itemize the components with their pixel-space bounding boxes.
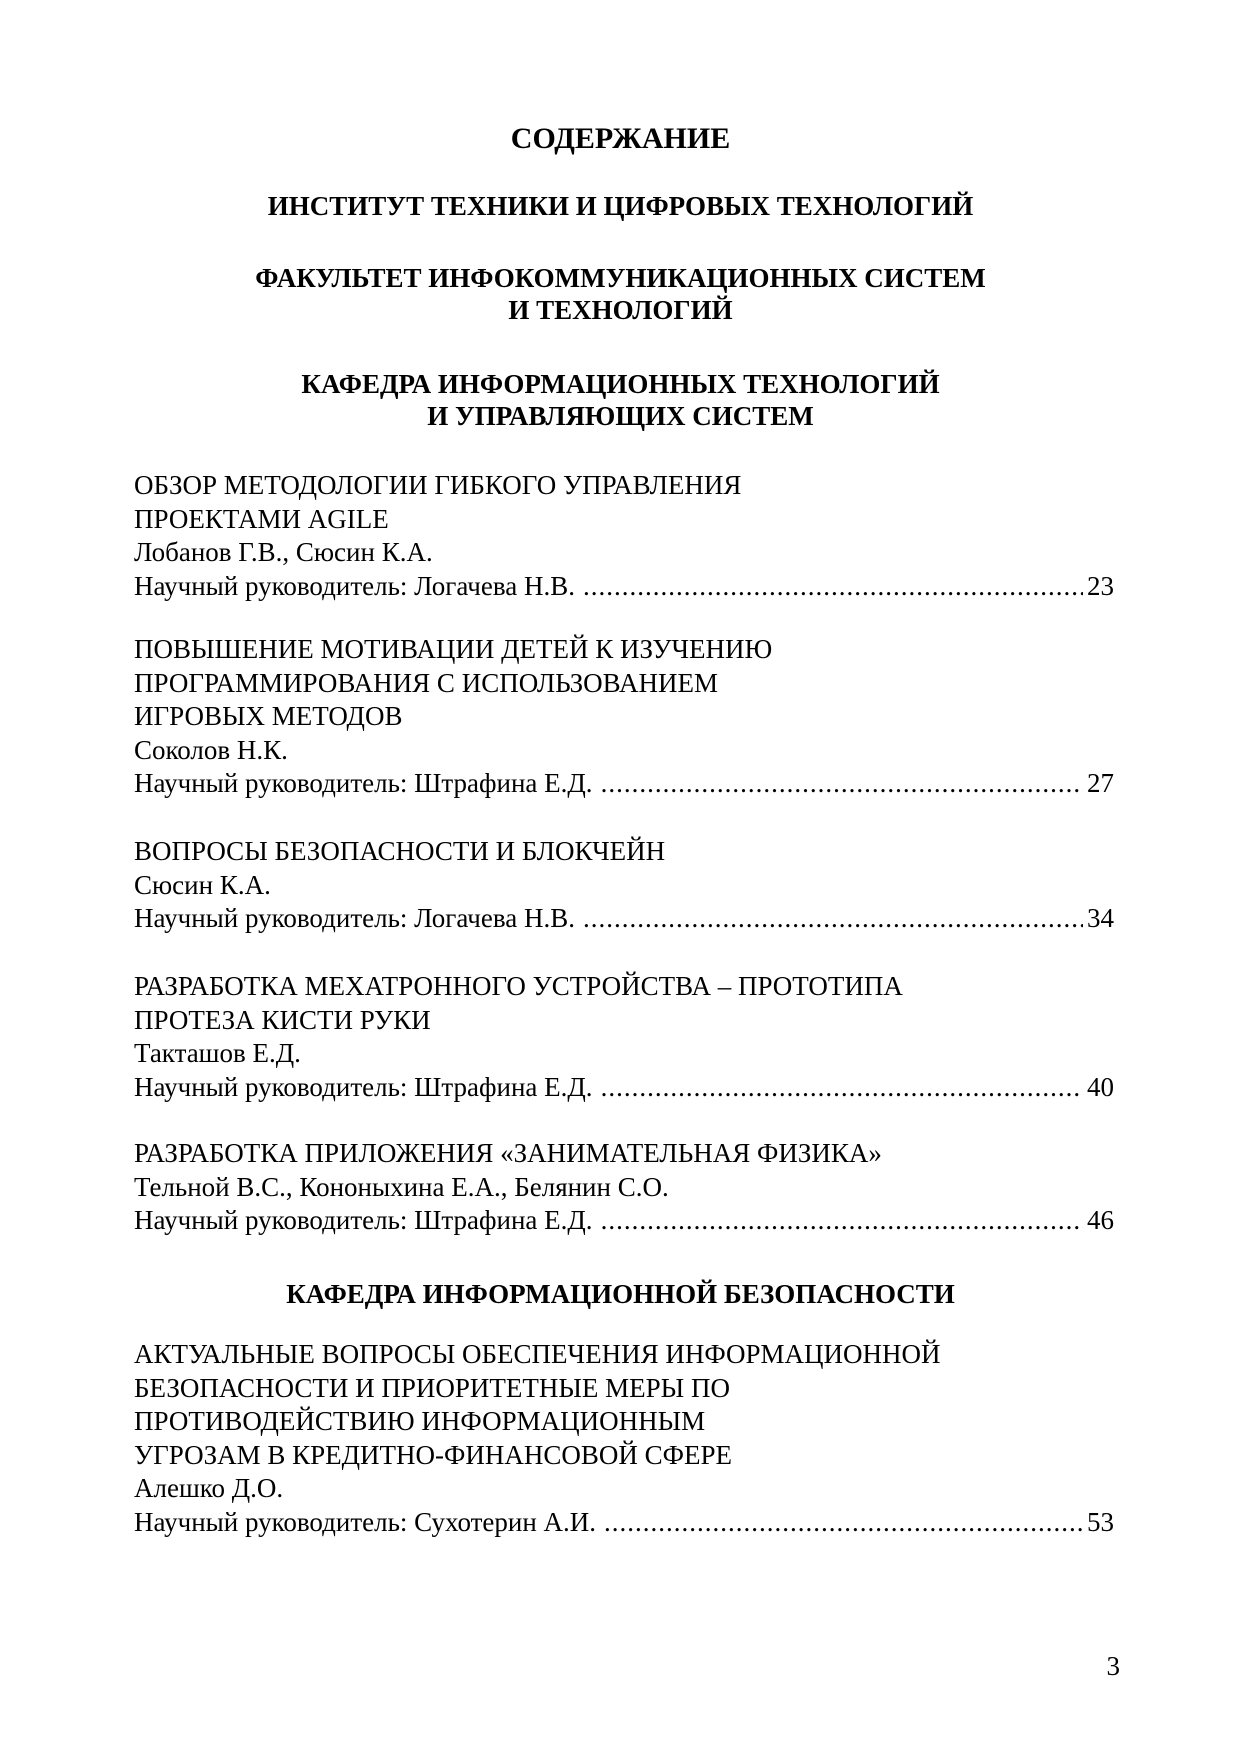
dot-leader bbox=[601, 1204, 1083, 1238]
entry-supervisor-line bbox=[134, 1204, 1114, 1238]
faculty-heading-line1: ФАКУЛЬТЕТ ИНФОКОММУНИКАЦИОННЫХ СИСТЕМ bbox=[255, 263, 986, 293]
entry-supervisor-line bbox=[134, 1071, 1114, 1105]
entry-page-number: 40 bbox=[1087, 1071, 1114, 1102]
entry-title-line: ПОВЫШЕНИЕ МОТИВАЦИИ ДЕТЕЙ К ИЗУЧЕНИЮ bbox=[134, 634, 773, 664]
department-heading-it-line1: КАФЕДРА ИНФОРМАЦИОННЫХ ТЕХНОЛОГИЙ bbox=[301, 369, 940, 399]
toc-entry[interactable] bbox=[134, 469, 1114, 603]
entry-authors: Лобанов Г.В., Сюсин К.А. bbox=[134, 537, 433, 567]
dot-leader bbox=[583, 570, 1083, 604]
dot-leader bbox=[583, 902, 1083, 936]
entry-authors: Соколов Н.К. bbox=[134, 734, 288, 765]
entry-authors: Сюсин К.А. bbox=[134, 869, 271, 900]
entry-supervisor: Научный руководитель: Штрафина Е.Д. bbox=[134, 1071, 593, 1102]
entry-page-number: 27 bbox=[1087, 768, 1114, 798]
entry-supervisor: Научный руководитель: Логачева Н.В. bbox=[134, 903, 575, 933]
entry-supervisor-line bbox=[134, 767, 1114, 801]
department-heading-it-line2: И УПРАВЛЯЮЩИХ СИСТЕМ bbox=[427, 401, 814, 431]
entry-title-line: АКТУАЛЬНЫЕ ВОПРОСЫ ОБЕСПЕЧЕНИЯ ИНФОРМАЦИОННОЙ bbox=[134, 1339, 941, 1369]
dot-leader bbox=[601, 1071, 1083, 1105]
toc-entry[interactable] bbox=[134, 1137, 1114, 1238]
toc-entry[interactable] bbox=[134, 1338, 1114, 1539]
entry-title-line: РАЗРАБОТКА МЕХАТРОННОГО УСТРОЙСТВА – ПРОТОТИПА bbox=[134, 971, 903, 1001]
entry-supervisor: Научный руководитель: Логачева Н.В. bbox=[134, 570, 575, 601]
entry-supervisor-line bbox=[134, 902, 1114, 936]
entry-page-number: 53 bbox=[1087, 1506, 1114, 1537]
entry-authors: Алешко Д.О. bbox=[134, 1473, 284, 1503]
entry-title-line: ВОПРОСЫ БЕЗОПАСНОСТИ И БЛОКЧЕЙН bbox=[134, 836, 666, 866]
entry-supervisor: Научный руководитель: Сухотерин А.И. bbox=[134, 1506, 597, 1537]
entry-page-number: 34 bbox=[1087, 903, 1114, 933]
toc-entry[interactable] bbox=[134, 835, 1114, 936]
dot-leader bbox=[601, 767, 1083, 801]
entry-title-line: ПРОТЕЗА КИСТИ РУКИ bbox=[134, 1004, 431, 1035]
entry-supervisor-line bbox=[134, 570, 1114, 604]
entry-authors: Такташов Е.Д. bbox=[134, 1038, 301, 1068]
entry-page-number: 46 bbox=[1087, 1205, 1114, 1235]
entry-title-line: РАЗРАБОТКА ПРИЛОЖЕНИЯ «ЗАНИМАТЕЛЬНАЯ ФИЗИКА» bbox=[134, 1138, 882, 1168]
entry-supervisor: Научный руководитель: Штрафина Е.Д. bbox=[134, 768, 593, 798]
department-heading-security: КАФЕДРА ИНФОРМАЦИОННОЙ БЕЗОПАСНОСТИ bbox=[286, 1279, 955, 1309]
entry-page-number: 23 bbox=[1087, 570, 1114, 601]
page-number: 3 bbox=[1106, 1651, 1120, 1681]
toc-entry[interactable] bbox=[134, 633, 1114, 801]
entry-title-line: ОБЗОР МЕТОДОЛОГИИ ГИБКОГО УПРАВЛЕНИЯ bbox=[134, 470, 742, 500]
entry-title-line: ПРОГРАММИРОВАНИЯ С ИСПОЛЬЗОВАНИЕМ bbox=[134, 667, 718, 698]
toc-entry[interactable] bbox=[134, 970, 1114, 1104]
faculty-heading bbox=[0, 262, 1241, 326]
entry-title-line: ИГРОВЫХ МЕТОДОВ bbox=[134, 701, 403, 731]
entry-authors: Тельной В.С., Кононыхина Е.А., Белянин С.О. bbox=[134, 1171, 669, 1202]
faculty-heading-line2: И ТЕХНОЛОГИЙ bbox=[508, 295, 733, 325]
entry-title-line: УГРОЗАМ В КРЕДИТНО-ФИНАНСОВОЙ СФЕРЕ bbox=[134, 1439, 732, 1470]
institute-heading: ИНСТИТУТ ТЕХНИКИ И ЦИФРОВЫХ ТЕХНОЛОГИЙ bbox=[267, 191, 974, 221]
toc-title: СОДЕРЖАНИЕ bbox=[510, 122, 731, 155]
entry-title-line: ПРОЕКТАМИ AGILE bbox=[134, 503, 389, 534]
entry-title-line: БЕЗОПАСНОСТИ И ПРИОРИТЕТНЫЕ МЕРЫ ПО bbox=[134, 1372, 730, 1403]
entry-title-line: ПРОТИВОДЕЙСТВИЮ ИНФОРМАЦИОННЫМ bbox=[134, 1406, 706, 1436]
entry-supervisor: Научный руководитель: Штрафина Е.Д. bbox=[134, 1205, 593, 1235]
department-heading-it bbox=[0, 368, 1241, 432]
dot-leader bbox=[604, 1506, 1083, 1540]
entry-supervisor-line bbox=[134, 1506, 1114, 1540]
